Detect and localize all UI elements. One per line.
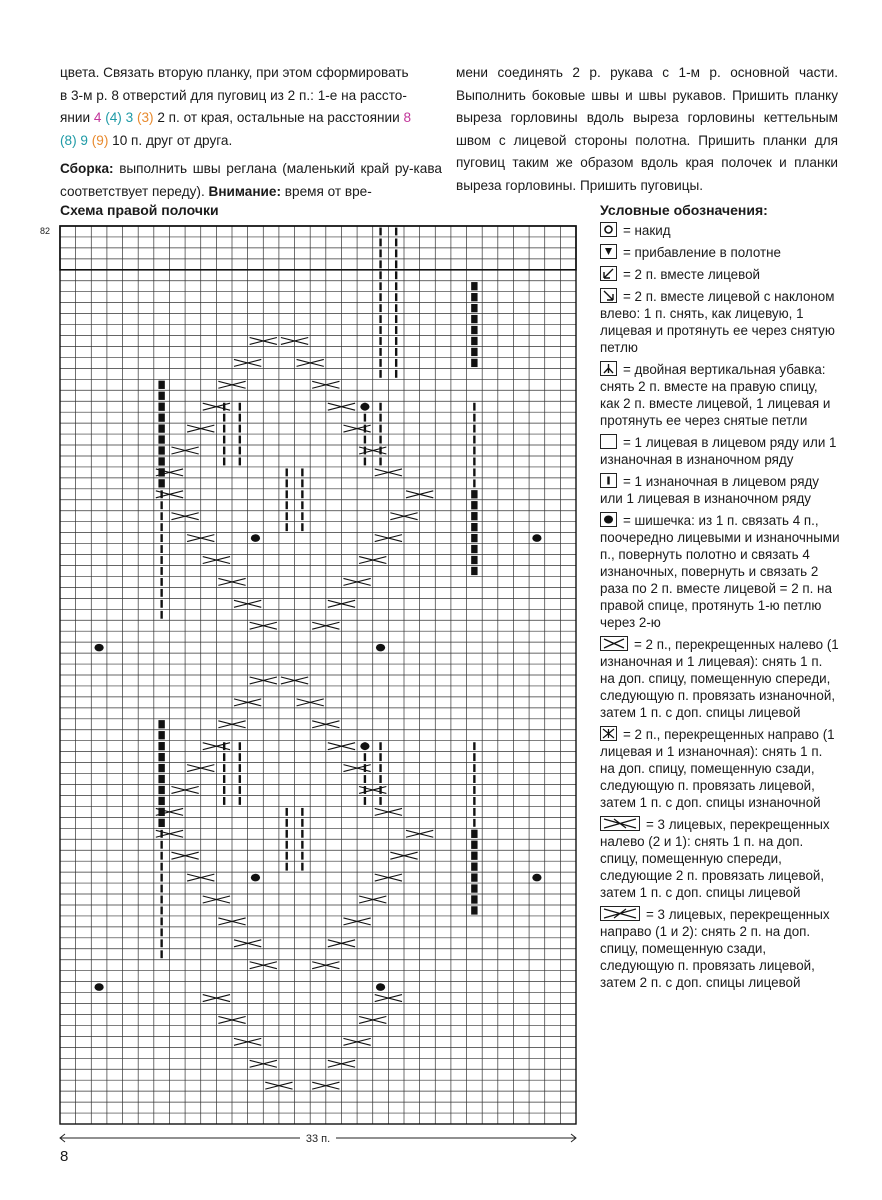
bobble-mark bbox=[376, 983, 385, 991]
purl-mark bbox=[473, 403, 475, 411]
purl-mark bbox=[239, 447, 241, 455]
bobble-mark bbox=[251, 874, 260, 882]
purl-mark bbox=[379, 775, 381, 783]
button-band-mark bbox=[471, 512, 477, 520]
purl-mark bbox=[395, 238, 397, 246]
purl-mark bbox=[223, 436, 225, 444]
bobble-mark bbox=[376, 644, 385, 652]
purl-mark bbox=[379, 447, 381, 455]
purl-mark bbox=[286, 479, 288, 487]
button-band-mark bbox=[471, 315, 477, 323]
purl-mark bbox=[239, 414, 241, 422]
button-band-mark bbox=[471, 326, 477, 334]
purl-mark bbox=[239, 425, 241, 433]
purl-mark bbox=[379, 458, 381, 466]
purl-mark bbox=[379, 370, 381, 378]
button-band-mark bbox=[471, 862, 477, 870]
purl-mark bbox=[160, 874, 162, 882]
purl-mark bbox=[395, 359, 397, 367]
purl-mark bbox=[364, 797, 366, 805]
purl-mark bbox=[395, 249, 397, 257]
purl-mark bbox=[286, 512, 288, 520]
button-band-mark bbox=[471, 895, 477, 903]
button-band-mark bbox=[158, 753, 164, 761]
purl-mark bbox=[160, 523, 162, 531]
purl-mark bbox=[379, 249, 381, 257]
button-band-mark bbox=[158, 731, 164, 739]
increase-icon bbox=[600, 244, 617, 259]
purl-mark bbox=[160, 885, 162, 893]
legend-item-text: = 3 лицевых, перекрещенных направо (1 и 2): снять 2 п. на доп. спицу, помещенную сзади, следующую п. провязать лицевой, затем 2 п. с доп. спицы лицевой bbox=[600, 907, 830, 990]
purl-mark bbox=[395, 337, 397, 345]
cross-right-3-icon bbox=[600, 906, 640, 921]
purl-mark bbox=[160, 939, 162, 947]
purl-mark bbox=[160, 950, 162, 958]
button-band-mark bbox=[158, 720, 164, 728]
knit-icon bbox=[600, 434, 617, 449]
purl-mark bbox=[160, 567, 162, 575]
size-value-1: 4 bbox=[93, 110, 102, 126]
purl-mark bbox=[286, 830, 288, 838]
legend-item bbox=[600, 906, 840, 991]
legend-item-text: = 2 п. вместе лицевой bbox=[623, 267, 761, 282]
button-band-mark bbox=[158, 457, 164, 465]
text-fragment: янии bbox=[60, 110, 91, 126]
legend-item bbox=[600, 222, 840, 239]
purl-mark bbox=[379, 228, 381, 236]
legend-item-text: = 3 лицевых, перекрещенных налево (2 и 1): снять 1 п. на доп. спицу, помещенную спереди, следующие 2 п. провязать лицевой, затем 1 п. с доп. спицы лицевой bbox=[600, 817, 830, 900]
purl-mark bbox=[364, 458, 366, 466]
purl-mark bbox=[395, 271, 397, 279]
button-band-mark bbox=[158, 468, 164, 476]
button-band-mark bbox=[158, 808, 164, 816]
purl-mark bbox=[160, 545, 162, 553]
button-band-mark bbox=[158, 764, 164, 772]
button-band-mark bbox=[471, 545, 477, 553]
legend-item-text: = 1 изнаночная в лицевом ряду или 1 лицевая в изнаночном ряду bbox=[600, 474, 819, 506]
purl-mark bbox=[379, 238, 381, 246]
purl-mark bbox=[223, 764, 225, 772]
button-band-mark bbox=[471, 304, 477, 312]
button-band-mark bbox=[158, 819, 164, 827]
purl-mark bbox=[473, 479, 475, 487]
legend-item-text: = 2 п., перекрещенных налево (1 изнаночная и 1 лицевая): снять 1 п. на доп. спицу, помещенную спереди, следующую п. провязать изнаночной, затем 1 п. с доп. спицы лицевой bbox=[600, 637, 839, 720]
purl-mark bbox=[395, 348, 397, 356]
legend-item bbox=[600, 244, 840, 261]
purl-mark bbox=[239, 753, 241, 761]
purl-mark bbox=[223, 425, 225, 433]
attention-text: время от вре- bbox=[284, 183, 372, 199]
legend-item bbox=[600, 473, 840, 507]
button-band-mark bbox=[471, 556, 477, 564]
button-band-mark bbox=[471, 906, 477, 914]
purl-mark bbox=[395, 282, 397, 290]
purl-mark bbox=[301, 819, 303, 827]
purl-mark bbox=[395, 326, 397, 334]
bobble-mark bbox=[532, 534, 541, 542]
button-band-mark bbox=[158, 786, 164, 794]
button-band-mark bbox=[471, 873, 477, 881]
button-band-mark bbox=[471, 830, 477, 838]
legend-item-text: = двойная вертикальная убавка: снять 2 п. вместе на правую спицу, как 2 п. вместе лицевой, 1 лицевая и протянуть ее через снятые петли bbox=[600, 362, 831, 428]
purl-mark bbox=[286, 468, 288, 476]
purl-mark bbox=[301, 808, 303, 816]
purl-mark bbox=[160, 600, 162, 608]
purl-mark bbox=[301, 479, 303, 487]
purl-mark bbox=[395, 293, 397, 301]
button-band-mark bbox=[471, 523, 477, 531]
button-band-mark bbox=[158, 742, 164, 750]
purl-mark bbox=[395, 315, 397, 323]
purl-mark bbox=[223, 458, 225, 466]
button-band-mark bbox=[471, 567, 477, 575]
purl-mark bbox=[160, 490, 162, 498]
purl-mark bbox=[379, 425, 381, 433]
legend-item-text: = накид bbox=[623, 223, 671, 238]
bobble-mark bbox=[94, 983, 103, 991]
purl-mark bbox=[379, 293, 381, 301]
cross-left-2-icon bbox=[600, 636, 628, 651]
button-band-mark bbox=[471, 282, 477, 290]
purl-mark bbox=[379, 797, 381, 805]
purl-mark bbox=[160, 830, 162, 838]
purl-mark bbox=[286, 490, 288, 498]
button-band-mark bbox=[471, 337, 477, 345]
legend-title: Условные обозначения: bbox=[600, 202, 768, 218]
purl-mark bbox=[286, 852, 288, 860]
purl-mark bbox=[395, 370, 397, 378]
button-band-mark bbox=[471, 359, 477, 367]
purl-mark bbox=[286, 523, 288, 531]
cross-right-2-icon bbox=[600, 726, 617, 741]
yarn-over-icon bbox=[600, 222, 617, 237]
double-decrease-icon bbox=[600, 361, 617, 376]
purl-mark bbox=[239, 458, 241, 466]
purl-mark bbox=[286, 501, 288, 509]
purl-mark bbox=[223, 414, 225, 422]
purl-mark bbox=[379, 436, 381, 444]
purl-mark bbox=[473, 753, 475, 761]
purl-mark bbox=[301, 830, 303, 838]
purl-mark bbox=[473, 447, 475, 455]
purl-mark bbox=[239, 764, 241, 772]
button-band-mark bbox=[158, 381, 164, 389]
bobble-mark bbox=[360, 742, 369, 750]
purl-mark bbox=[286, 841, 288, 849]
purl-mark bbox=[160, 578, 162, 586]
legend-item bbox=[600, 266, 840, 283]
left-line-2: в 3-м р. 8 отверстий для пуговиц из 2 п.: 1-е на рассто- bbox=[60, 87, 407, 103]
purl-mark bbox=[239, 403, 241, 411]
purl-mark bbox=[379, 742, 381, 750]
purl-mark bbox=[364, 447, 366, 455]
purl-mark bbox=[473, 742, 475, 750]
legend bbox=[600, 222, 840, 996]
purl-mark bbox=[379, 403, 381, 411]
purl-mark bbox=[473, 458, 475, 466]
purl-mark bbox=[286, 863, 288, 871]
legend-item-text: = шишечка: из 1 п. связать 4 п., поочередно лицевыми и изнаночными п., повернуть полотно и связать 4 изнаночных, повернуть и связать 2 раза по 2 п. вместе лицевой = 2 п. на правой спице, протянуть 1-ю петлю через 2-ю bbox=[600, 513, 840, 630]
size-value-4: (3) bbox=[136, 110, 154, 126]
purl-mark bbox=[301, 841, 303, 849]
cross-left-3-icon bbox=[600, 816, 640, 831]
purl-mark bbox=[395, 304, 397, 312]
purl-mark bbox=[473, 775, 475, 783]
bobble-mark bbox=[94, 644, 103, 652]
text-fragment: 2 п. от края, остальные на расстоянии bbox=[157, 110, 400, 126]
purl-icon bbox=[600, 473, 617, 488]
purl-mark bbox=[223, 742, 225, 750]
purl-mark bbox=[379, 271, 381, 279]
assembly-text: выполнить швы реглана (маленький край ру-кава соответствует переду). bbox=[60, 161, 442, 199]
attention-label: Внимание: bbox=[208, 183, 281, 199]
purl-mark bbox=[301, 468, 303, 476]
purl-mark bbox=[160, 611, 162, 619]
purl-mark bbox=[364, 436, 366, 444]
purl-mark bbox=[379, 304, 381, 312]
assembly-label: Сборка: bbox=[60, 161, 114, 177]
purl-mark bbox=[160, 512, 162, 520]
purl-mark bbox=[473, 786, 475, 794]
size-value-6: (8) bbox=[60, 132, 77, 148]
legend-item-text: = 2 п. вместе лицевой с наклоном влево: 1 п. снять, как лицевую, 1 лицевая и протянуть ее через снятую петлю bbox=[600, 289, 835, 355]
legend-item-text: = 2 п., перекрещенных направо (1 лицевая и 1 изнаночная): снять 1 п. на доп. спицу, помещенную сзади, следующую п. провязать лицевой, затем 1 п. с доп. спицы изнаночной bbox=[600, 727, 835, 810]
button-band-mark bbox=[471, 884, 477, 892]
purl-mark bbox=[473, 764, 475, 772]
size-value-8: (9) bbox=[91, 132, 109, 148]
purl-mark bbox=[160, 841, 162, 849]
purl-mark bbox=[364, 786, 366, 794]
legend-item bbox=[600, 636, 840, 721]
purl-mark bbox=[379, 337, 381, 345]
purl-mark bbox=[160, 907, 162, 915]
purl-mark bbox=[223, 786, 225, 794]
purl-mark bbox=[379, 260, 381, 268]
purl-mark bbox=[364, 753, 366, 761]
purl-mark bbox=[301, 852, 303, 860]
bobble-mark bbox=[532, 874, 541, 882]
legend-item bbox=[600, 434, 840, 468]
right-paragraph: мени соединять 2 р. рукава с 1-м р. основной части. Выполнить боковые швы и швы рукавов. Пришить планку выреза горловины вдоль выреза горловины кеттельным швом с лицевой стороны полотна. Пришить планки для пуговиц таким же образом вдоль края полочек и планки выреза горловины. Пришить пуговицы. bbox=[456, 65, 838, 193]
button-band-mark bbox=[471, 534, 477, 542]
purl-mark bbox=[379, 348, 381, 356]
purl-mark bbox=[223, 753, 225, 761]
legend-item bbox=[600, 288, 840, 356]
purl-mark bbox=[473, 819, 475, 827]
button-band-mark bbox=[471, 293, 477, 301]
chart-title: Схема правой полочки bbox=[60, 202, 219, 218]
purl-mark bbox=[239, 775, 241, 783]
size-value-7: 9 bbox=[80, 132, 88, 148]
purl-mark bbox=[364, 425, 366, 433]
legend-item-text: = 1 лицевая в лицевом ряду или 1 изнаночная в изнаночном ряду bbox=[600, 435, 837, 467]
purl-mark bbox=[301, 512, 303, 520]
button-band-mark bbox=[158, 424, 164, 432]
legend-item bbox=[600, 726, 840, 811]
purl-mark bbox=[379, 764, 381, 772]
purl-mark bbox=[395, 228, 397, 236]
purl-mark bbox=[379, 326, 381, 334]
button-band-mark bbox=[471, 490, 477, 498]
size-value-3: 3 bbox=[125, 110, 134, 126]
purl-mark bbox=[379, 753, 381, 761]
purl-mark bbox=[379, 315, 381, 323]
button-band-mark bbox=[158, 446, 164, 454]
row-count-label: 82 bbox=[40, 226, 51, 236]
purl-mark bbox=[301, 490, 303, 498]
button-band-mark bbox=[471, 841, 477, 849]
purl-mark bbox=[160, 852, 162, 860]
purl-mark bbox=[364, 775, 366, 783]
purl-mark bbox=[223, 797, 225, 805]
page-number: 8 bbox=[60, 1148, 69, 1165]
purl-mark bbox=[473, 425, 475, 433]
purl-mark bbox=[223, 447, 225, 455]
k2tog-icon bbox=[600, 266, 617, 281]
purl-mark bbox=[379, 282, 381, 290]
legend-item bbox=[600, 361, 840, 429]
button-band-mark bbox=[158, 403, 164, 411]
button-band-mark bbox=[471, 501, 477, 509]
purl-mark bbox=[473, 414, 475, 422]
size-value-5: 8 bbox=[403, 110, 412, 126]
button-band-mark bbox=[158, 479, 164, 487]
button-band-mark bbox=[158, 797, 164, 805]
purl-mark bbox=[160, 896, 162, 904]
legend-item-text: = прибавление в полотне bbox=[623, 245, 781, 260]
purl-mark bbox=[160, 863, 162, 871]
legend-item bbox=[600, 512, 840, 631]
button-band-mark bbox=[471, 852, 477, 860]
purl-mark bbox=[160, 556, 162, 564]
purl-mark bbox=[239, 786, 241, 794]
purl-mark bbox=[301, 501, 303, 509]
legend-item bbox=[600, 816, 840, 901]
size-value-2: (4) bbox=[105, 110, 122, 126]
purl-mark bbox=[160, 928, 162, 936]
bobble-mark bbox=[360, 403, 369, 411]
purl-mark bbox=[379, 359, 381, 367]
purl-mark bbox=[301, 523, 303, 531]
purl-mark bbox=[239, 797, 241, 805]
purl-mark bbox=[160, 534, 162, 542]
purl-mark bbox=[286, 808, 288, 816]
purl-mark bbox=[395, 260, 397, 268]
purl-mark bbox=[160, 501, 162, 509]
purl-mark bbox=[364, 414, 366, 422]
purl-mark bbox=[379, 786, 381, 794]
button-band-mark bbox=[158, 435, 164, 443]
purl-mark bbox=[223, 403, 225, 411]
purl-mark bbox=[364, 764, 366, 772]
purl-mark bbox=[473, 808, 475, 816]
purl-mark bbox=[160, 917, 162, 925]
purl-mark bbox=[286, 819, 288, 827]
ssk-icon bbox=[600, 288, 617, 303]
bobble-icon bbox=[600, 512, 617, 527]
button-band-mark bbox=[158, 775, 164, 783]
purl-mark bbox=[239, 742, 241, 750]
width-label: 33 п. bbox=[305, 1133, 331, 1145]
purl-mark bbox=[379, 414, 381, 422]
purl-mark bbox=[473, 797, 475, 805]
button-band-mark bbox=[471, 348, 477, 356]
purl-mark bbox=[301, 863, 303, 871]
left-line-1: цвета. Связать вторую планку, при этом сформировать bbox=[60, 65, 409, 80]
purl-mark bbox=[473, 436, 475, 444]
button-band-mark bbox=[158, 392, 164, 400]
purl-mark bbox=[223, 775, 225, 783]
bobble-mark bbox=[251, 534, 260, 542]
purl-mark bbox=[160, 589, 162, 597]
purl-mark bbox=[239, 436, 241, 444]
text-fragment: 10 п. друг от друга. bbox=[112, 132, 233, 148]
button-band-mark bbox=[158, 413, 164, 421]
purl-mark bbox=[473, 468, 475, 476]
